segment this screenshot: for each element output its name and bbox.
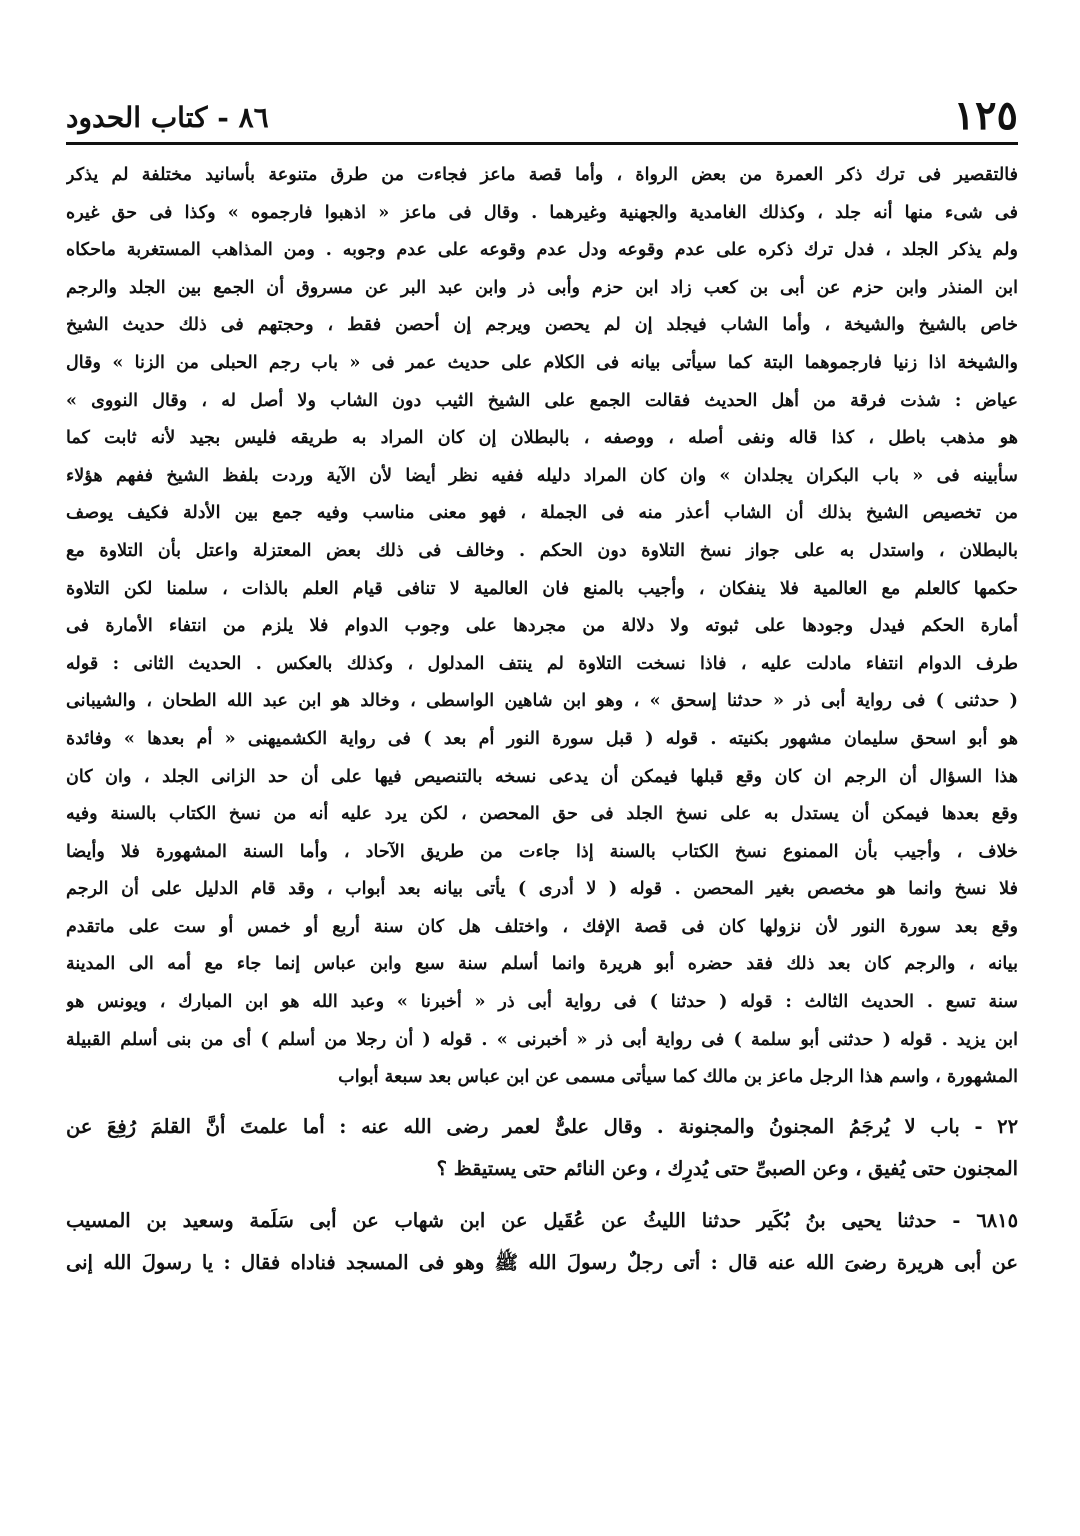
running-title: ٨٦ - كتاب الحدود: [66, 101, 269, 134]
text-line: خاص بالشيخ والشيخة ، وأما الشاب فيجلد إن لم يحصن ويرجم إن أحصن فقط ، وحجتهم فى ذلك حديث الشيخ: [66, 314, 1018, 336]
text-line: هذا السؤال أن الرجم ان كان وقع قبلها فيمكن أن يدعى نسخه بالتنصيص فيها على أن حد الزانى الجلد ، وان كان: [66, 765, 1018, 787]
text-line: وقع بعد سورة النور لأن نزولها كان فى قصة الإفك ، واختلف هل كان سنة أربع أو خمس أو ست على ماتقدم: [66, 915, 1018, 937]
page-body: [66, 156, 1018, 1284]
text-line: من تخصيص الشيخ بذلك أن الشاب أعذر منه فى الجملة ، فهو معنى مناسب وفيه جمع بين الأدلة فكيف يوصف: [66, 502, 1018, 524]
text-line: ابن يزيد . قوله ( حدثنى أبو سلمة ) فى رواية أبى ذر « أخبرنى » . قوله ( أن رجلا من أسلم ) أى من بنى أسلم القبيلة: [66, 1028, 1018, 1050]
text-line: ابن المنذر وابن حزم عن أبى بن كعب زاد ابن حزم وأبى ذر وابن عبد البر عن مسروق أن الجمع بين الجلد والرجم: [66, 276, 1018, 298]
text-line: هو أبو اسحق سليمان مشهور بكنيته . قوله ( قبل سورة النور أم بعد ) فى رواية الكشميهنى « أم بعدها » وفائدة: [66, 727, 1018, 749]
text-line: بالبطلان ، واستدل به على جواز نسخ التلاوة دون الحكم . وخالف فى ذلك بعض المعتزلة واعتل بأن التلاوة مع: [66, 539, 1018, 561]
text-line: فلا نسخ وانما هو مخصص بغير المحصن . قوله ( لا أدرى ) يأتى بيانه بعد أبواب ، وقد قام الدليل على أن الرجم: [66, 878, 1018, 900]
text-line: وقع بعدها فيمكن أن يستدل به على نسخ الجلد فى حق المحصن ، لكن يرد عليه أنه من نسخ الكتاب بالسنة وفيه: [66, 803, 1018, 825]
hadith-text: [66, 1200, 1018, 1284]
text-line: المجنون حتى يُفيق ، وعن الصبىِّ حتى يُدرِك ، وعن النائم حتى يستيقظ ؟: [436, 1156, 1018, 1180]
text-line: طرف الدوام انتفاء مادلت عليه ، فاذا نسخت التلاوة لم ينتف المدلول ، وكذلك بالعكس . الحديث الثانى : قوله: [66, 652, 1018, 674]
commentary-text: [66, 156, 1018, 1096]
text-line: ٢٢ - باب لا يُرجَمُ المجنونُ والمجنونة . وقال علىٌّ لعمر رضى الله عنه : أما علمتَ أنَّ القلمَ رُفِعَ عن: [66, 1114, 1018, 1138]
text-line: ولم يذكر الجلد ، فدل ترك ذكره على عدم وقوعه ودل عدم وقوعه على عدم وجوبه . ومن المذاهب المستغربة ماحكاه: [66, 239, 1018, 261]
text-line: بيانه ، والرجم كان بعد ذلك فقد حضره أبو هريرة وانما أسلم سنة سبع وابن عباس إنما جاء مع أمه الى المدينة: [66, 953, 1018, 975]
text-line: أمارة الحكم فيدل وجودها على ثبوته ولا دلالة من مجردها على وجوب الدوام فلا يلزم من انتفاء الأمارة فى: [66, 615, 1018, 637]
page-number: ١٢٥: [953, 92, 1018, 139]
page-header: [66, 86, 1018, 145]
text-line: المشهورة ، واسم هذا الرجل ماعز بن مالك كما سيأتى مسمى عن ابن عباس بعد سبعة أبواب: [338, 1066, 1018, 1088]
text-line: ٦٨١٥ - حدثنا يحيى بنُ بُكَير حدثنا الليثُ عن عُقَيل عن ابن شهاب عن أبى سَلَمة وسعيد بن المسيب: [66, 1208, 1018, 1232]
text-line: عن أبى هريرة رضىَ الله عنه قال : أتى رجلٌ رسولَ الله ﷺ وهو فى المسجد فناداه فقال : يا رسولَ الله إنى: [66, 1250, 1018, 1274]
text-line: سأبينه فى « باب البكران يجلدان » وان كان المراد دليله ففيه نظر أيضا لأن الآية وردت بلفظ الشيخ ففهم هؤلاء: [66, 464, 1018, 486]
chapter-heading: [66, 1106, 1018, 1190]
text-line: ( حدثنى ) فى رواية أبى ذر « حدثنا إسحق » ، وهو ابن شاهين الواسطى ، وخالد هو ابن عبد الله الطحان ، والشيبانى: [66, 690, 1018, 712]
text-line: سنة تسع . الحديث الثالث : قوله ( حدثنا ) فى رواية أبى ذر « أخبرنا » وعبد الله هو ابن المبارك ، ويونس هو: [66, 991, 1018, 1013]
text-line: فى شىء منها أنه جلد ، وكذلك الغامدية والجهنية وغيرهما . وقال فى ماعز « اذهبوا فارجموه » وكذا فى حق غيره: [66, 201, 1018, 223]
text-line: خلاف ، وأجيب بأن الممنوع نسخ الكتاب بالسنة إذا جاءت من طريق الآحاد ، وأما السنة المشهورة فلا وأيضا: [66, 840, 1018, 862]
text-line: هو مذهب باطل ، كذا قاله ونفى أصله ، ووصفه ، بالبطلان إن كان المراد به طريقه فليس بجيد لأنه ثابت كما: [66, 427, 1018, 449]
section-gap: [66, 1190, 1018, 1200]
section-gap: [66, 1096, 1018, 1106]
text-line: والشيخة اذا زنيا فارجموهما البتة كما سيأتى بيانه فى الكلام على حديث عمر فى « باب رجم الحبلى من الزنا » وقال: [66, 351, 1018, 373]
text-line: عياض : شذت فرقة من أهل الحديث فقالت الجمع على الشيخ الثيب دون الشاب ولا أصل له ، وقال النووى »: [66, 389, 1018, 411]
text-line: حكمها كالعلم مع العالمية فلا ينفكان ، وأجيب بالمنع فان العالمية لا تنافى قيام العلم بالذات ، سلمنا لكن التلاوة: [66, 577, 1018, 599]
text-line: فالتقصير فى ترك ذكر العمرة من بعض الرواة ، وأما قصة ماعز فجاءت من طرق متنوعة بأسانيد مختلفة لم يذكر: [66, 164, 1018, 185]
